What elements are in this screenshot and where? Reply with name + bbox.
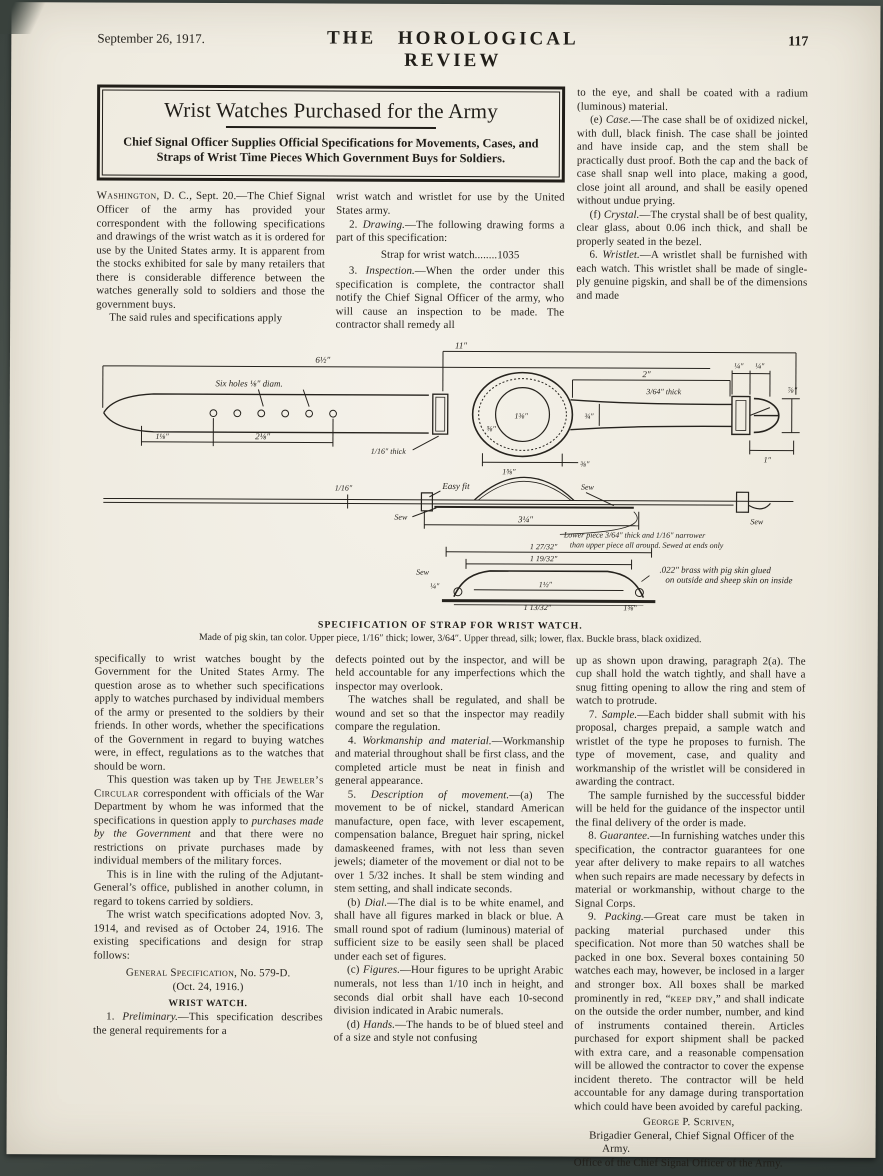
figure-caption-text: Made of pig skin, tan color. Upper piece, 1/16″ thick; lower, 3/64″. Upper thread, silk; lower, flax. Buckle brass, black oxidized.: [198, 631, 702, 645]
paragraph: up as shown upon drawing, paragraph 2(a). The cup shall hold the watch tightly, and shall have a snug fitting opening to allow the ring and stem of watch to protrude.: [575, 654, 806, 708]
paragraph: (e) Case.—The case shall be of oxidized nickel, with dull, black finish. The case shall be jointed and have inside cap, and the stem shall be practically dust proof. Both the cap and the back of case shall snap well into place, making a good, close joint all around, and shall be easily opened without undue prying.: [576, 113, 809, 208]
paragraph: (f) Crystal.—The crystal shall be of best quality, clear glass, about 0.06 inch thick, and shall be properly seated in the bezel.: [576, 208, 808, 248]
paragraph: (Oct. 24, 1916.): [172, 980, 244, 994]
paragraph: to the eye, and shall be coated with a radium (luminous) material.: [577, 86, 809, 113]
paragraph: 4. Workmanship and material.—Workmanship and material throughout shall be first class, and the completed article must be neat in finish and general appearance.: [334, 734, 565, 788]
thickness-note: 1/16″ thick: [370, 446, 406, 456]
headline-box: [97, 84, 565, 183]
strap-diagram: [95, 337, 806, 612]
dim-label: 1½″: [538, 579, 553, 589]
column-2-bottom: [333, 653, 565, 1170]
sew-note: Sew: [416, 567, 429, 577]
paragraph: Strap for wrist watch........1035: [380, 248, 520, 261]
paragraph: This question was taken up by The Jeweler’s Circular correspondent with officials of the War Department by whom he was informed that the specifications in question apply to purchases made by the Government and that there were no restrictions on private purchases made by individual members of the military forces.: [93, 773, 324, 868]
paragraph: The wrist watch specifications adopted Nov. 3, 1914, and revised as of October 24, 1916. The existing specifications and design for strap follows:: [93, 908, 324, 962]
paragraph: defects pointed out by the inspector, and will be held accountable for any imperfections which the inspector may overlook.: [335, 653, 566, 693]
page-number: 117: [788, 34, 809, 50]
dim-label: ¼″: [755, 361, 765, 371]
page-header: [97, 26, 808, 73]
dim-label: 2⅛″: [255, 430, 271, 441]
dim-label: ⅞″: [787, 385, 798, 395]
column-3-top: [576, 87, 808, 335]
dim-label: ⅝″: [486, 423, 496, 433]
paragraph: 9. Packing.—Great care must be taken in packing material purchased under this specification. Not more than 50 watches shall be packed in one box. Several boxes containing 50 watches each may, however, be inclosed in a larger and stronger box. All boxes shall be marked prominently in red, “keep dry,” and shall indicate on the outside the order number, number, and kind of instruments contained therein. Articles purchased for export shipment shall be packed with extra care, and a reasonable compensation will be allowed the contractor to cover the expense incident thereto. The contractor will be held accountable for any damage during transportation which could have been avoided by careful packing.: [574, 911, 805, 1114]
dim-label: 1⅛″: [155, 431, 169, 441]
paragraph: (c) Figures.—Hour figures to be upright Arabic numerals, not less than 1/10 inch in height, and seconds dial orbit shall have each 10-second division indicated in Arabic numerals.: [333, 964, 564, 1018]
top-section: [96, 84, 808, 334]
easy-fit-note: Easy fit: [442, 480, 470, 491]
sew-note: Sew: [394, 512, 408, 522]
brass-note: .022″ brass with pig skin glued: [659, 564, 771, 575]
paragraph: This is in line with the ruling of the Adjutant-General’s office, published in another column, in regard to tokens carried by soldiers.: [93, 868, 324, 909]
paragraph: (b) Dial.—The dial is to be white enamel, and shall have all figures marked in black or blue. A small round spot of radium (luminous) material of sufficient size to be easily seen shall be placed under each set of figures.: [334, 896, 564, 963]
holes-note: Six holes ⅛″ diam.: [215, 377, 283, 389]
column-3-bottom: [574, 654, 806, 1171]
paragraph: The watches shall be regulated, and shall be wound and set so that the inspector may readily compare the regulation.: [335, 693, 565, 734]
dim-label: 6½″: [315, 354, 331, 365]
column-2-top: [336, 191, 565, 333]
paragraph: specifically to wrist watches bought by the Government for the United States Army. The question arose as to whether such specifications apply to watches purchased by individual members of the army or presented to the soldiers by their friends. In other words, whether the specifications of the Government in regard to buying watches were, in effect, regulations as to the watches that should be worn.: [94, 652, 325, 773]
paragraph: wrist watch and wristlet for use by the United States army.: [336, 190, 565, 217]
strap-diagram-figure: [95, 337, 807, 645]
photo-corner-shadow: [0, 0, 70, 34]
dim-label: 1 13/32″: [523, 602, 552, 612]
paragraph: (d) Hands.—The hands to be of blued steel and of a size and style not confusing: [333, 1018, 564, 1045]
paragraph: 6. Wristlet.—A wristlet shall be furnished with each watch. This wristlet shall be made of single-ply genuine pigskin, and shall be of the dimensions and made: [576, 248, 808, 302]
lower-piece-note: than upper piece all around. Sewed at ends only: [569, 539, 724, 550]
paragraph: 5. Description of movement.—(a) The movement to be of nickel, standard American manufacture, open face, with lever escapement, compensation balance, Breguet hair spring, nickel damaskeened frames, with not less than seven jewels; diameter of the movement or dial not to be over 1 5/32 inches. It shall be stem winding and stem setting, and shall indicate seconds.: [334, 788, 565, 896]
paragraph: Brigadier General, Chief Signal Officer of the Army.: [589, 1129, 795, 1156]
paragraph: General Specification, No. 579-D.: [125, 967, 291, 980]
sew-note: Sew: [581, 482, 594, 492]
dim-label: 2″: [642, 368, 651, 379]
paragraph: 7. Sample.—Each bidder shall submit with his proposal, charges prepaid, a sample watch and wristlet of the type he proposes to furnish. The type of movement, case, and quality and workmanship of the wristlet will be considered in awarding the contract.: [575, 708, 806, 789]
dim-label: 11″: [454, 340, 468, 351]
headline-box-inner: [102, 90, 560, 178]
dim-label: 3¼″: [518, 513, 534, 524]
dim-label: 1″: [763, 455, 771, 465]
lower-piece-note: Lower piece 3/64″ thick and 1/16″ narrower: [563, 529, 706, 540]
column-1-bottom: [92, 652, 324, 1169]
article-title: Wrist Watches Purchased for the Army: [164, 97, 498, 124]
brass-note: on outside and sheep skin on inside: [665, 574, 793, 585]
dim-label: 1⅝″: [623, 603, 637, 613]
magazine-page: [6, 2, 880, 1170]
article-subtitle: Chief Signal Officer Supplies Official Specifications for Movements, Cases, and Straps of Wrist Time Pieces Which Government Buys for Soldiers.: [123, 134, 539, 166]
issue-date: September 26, 1917.: [97, 30, 205, 46]
dim-label: 1 19/32″: [529, 553, 558, 563]
dim-label: 1/16″: [334, 483, 353, 493]
dim-label: ⅜″: [580, 459, 590, 469]
column-1-top: [96, 190, 325, 332]
paragraph: 8. Guarantee.—In furnishing watches under this specification, the contractor guarantees for one year after delivery to make repairs to all watches when such repairs are made necessary by defects in material or workmanship, without charge to the Signal Corps.: [574, 829, 805, 910]
paragraph: 2. Drawing.—The following drawing forms a part of this specification:: [335, 218, 565, 245]
paragraph: 3. Inspection.—When the order under this specification is complete, the contractor shall notify the Chief Signal Officer of the army, who will cause an inspection to be made. The contractor shall remedy all: [335, 264, 565, 332]
paragraph: 1. Preliminary.—This specification describes the general requirements for a: [93, 1010, 323, 1037]
dim-label: ¼″: [734, 361, 744, 371]
paragraph: George P. Scriven,: [643, 1116, 735, 1129]
masthead-title: THE HOROLOGICAL REVIEW: [326, 27, 579, 72]
paragraph: Office of the Chief Signal Officer of the Army.: [573, 1156, 783, 1170]
dim-label: 1 27/32″: [529, 541, 558, 551]
paragraph: The sample furnished by the successful bidder will be held for the guidance of the inspector until the final delivery of the order is made.: [575, 789, 806, 830]
figure-caption-title: SPECIFICATION OF STRAP FOR WRIST WATCH.: [317, 619, 583, 632]
dim-label: ¾″: [584, 411, 594, 421]
paragraph: Washington, D. C., Sept. 20.—The Chief Signal Officer of the army has provided your correspondent with the following specifications and drawings of the wrist watch as it is ordered for use by the United States army. It is apparent from the stocks exhibited for sale by many retailers that there is considerable difference between the watches generally sold to soldiers and those the government buys.: [96, 189, 326, 311]
dim-label: 1⅜″: [514, 411, 528, 421]
title-rule: [226, 126, 436, 128]
paragraph: The said rules and specifications apply: [109, 311, 283, 325]
left-two-columns: [96, 84, 565, 333]
sew-note: Sew: [750, 516, 764, 526]
dim-label: 1⅝″: [502, 466, 516, 476]
bottom-section: [92, 652, 805, 1171]
thickness-note: 3/64″ thick: [646, 386, 682, 396]
dim-label: ¼″: [430, 581, 440, 591]
paragraph: WRIST WATCH.: [168, 997, 248, 1009]
